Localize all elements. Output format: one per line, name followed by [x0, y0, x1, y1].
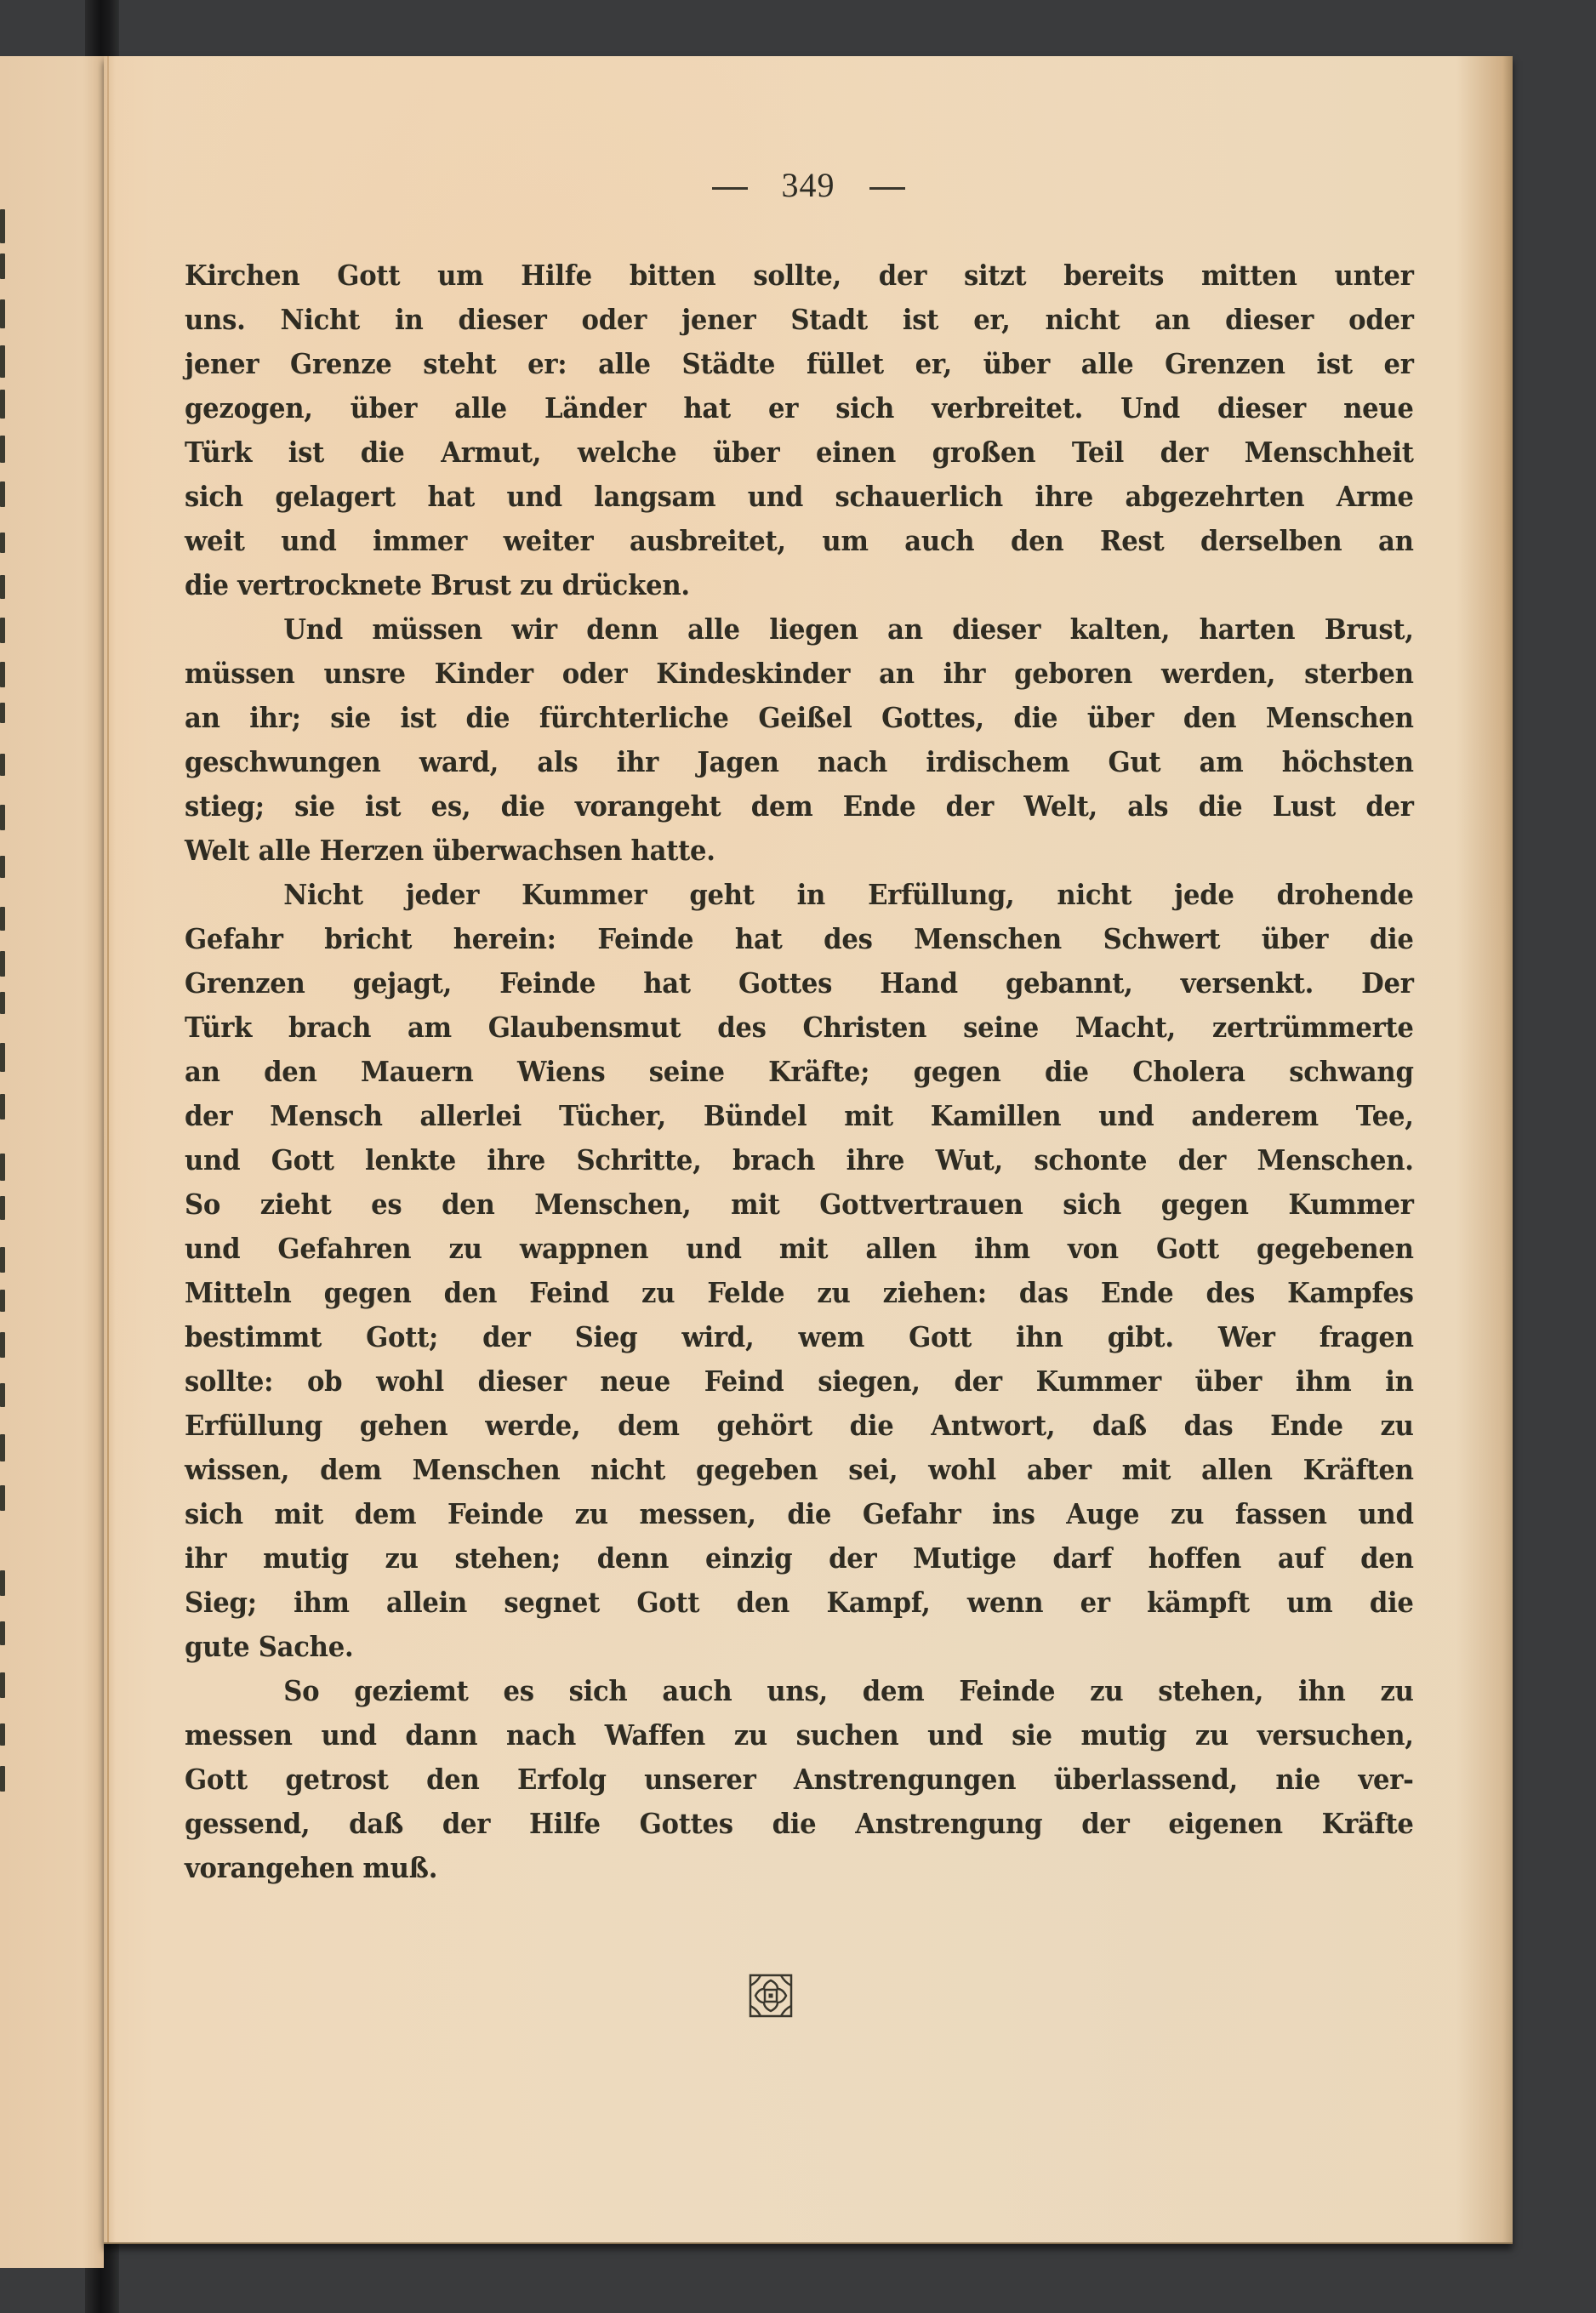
- text-line: vorangehen muß.: [185, 1851, 438, 1884]
- clipped-glyph: [0, 299, 5, 328]
- text-line: Gott getrost den Erfolg unserer Anstrengungen überlassend, nie ver-: [185, 1763, 1414, 1796]
- clipped-glyph: [0, 436, 5, 463]
- clipped-glyph: [0, 1332, 5, 1358]
- clipped-glyph: [0, 1723, 5, 1746]
- text-line: müssen unsre Kinder oder Kindeskinder an ihr geboren werden, sterben: [185, 657, 1414, 690]
- facing-page-clipped-text: [0, 56, 7, 2268]
- header-dash-right: [869, 187, 905, 190]
- text-line: Erfüllung gehen werde, dem gehört die Antwort, daß das Ende zu: [185, 1409, 1414, 1442]
- text-line: Gefahr bricht herein: Feinde hat des Menschen Schwert über die: [185, 922, 1414, 955]
- text-line: weit und immer weiter ausbreitet, um auch den Rest derselben an: [185, 524, 1414, 557]
- clipped-glyph: [0, 1570, 5, 1596]
- clipped-glyph: [0, 1247, 5, 1273]
- body-text: [185, 254, 1414, 1890]
- text-line: an den Mauern Wiens seine Kräfte; gegen die Cholera schwang: [185, 1055, 1414, 1088]
- text-line: und Gefahren zu wappnen und mit allen ihm von Gott gegebenen: [185, 1232, 1414, 1265]
- text-line: Türk brach am Glaubensmut des Christen seine Macht, zertrümmerte: [185, 1011, 1414, 1044]
- text-line: Sieg; ihm allein segnet Gott den Kampf, wenn er kämpft um die: [185, 1586, 1414, 1619]
- clipped-glyph: [0, 1290, 5, 1312]
- text-line: So zieht es den Menschen, mit Gottvertrauen sich gegen Kummer: [185, 1188, 1414, 1221]
- text-line: geschwungen ward, als ihr Jagen nach irdischem Gut am höchsten: [185, 745, 1414, 778]
- text-line: stieg; sie ist es, die vorangeht dem Ende der Welt, als die Lust der: [185, 789, 1414, 823]
- clipped-glyph: [0, 907, 5, 931]
- clipped-glyph: [0, 481, 5, 507]
- clipped-glyph: [0, 345, 5, 378]
- page-header: [104, 165, 1513, 205]
- clipped-glyph: [0, 1621, 5, 1645]
- clipped-glyph: [0, 1196, 5, 1220]
- text-line: ihr mutig zu stehen; denn einzig der Mutige darf hoffen auf den: [185, 1541, 1414, 1575]
- text-line: bestimmt Gott; der Sieg wird, wem Gott ihn gibt. Wer fragen: [185, 1320, 1414, 1353]
- text-line: an ihr; sie ist die fürchterliche Geißel Gottes, die über den Menschen: [185, 701, 1414, 734]
- text-line: uns. Nicht in dieser oder jener Stadt ist er, nicht an dieser oder: [185, 303, 1414, 336]
- text-line: messen und dann nach Waffen zu suchen und sie mutig zu versuchen,: [185, 1718, 1414, 1752]
- text-line: Mitteln gegen den Feind zu Felde zu ziehen: das Ende des Kampfes: [185, 1276, 1414, 1309]
- page-gutter: [107, 56, 109, 2242]
- text-line: sich gelagert hat und langsam und schauerlich ihre abgezehrten Arme: [185, 480, 1414, 513]
- text-line: Kirchen Gott um Hilfe bitten sollte, der sitzt bereits mitten unter: [185, 259, 1414, 292]
- clipped-glyph: [0, 618, 5, 643]
- clipped-glyph: [0, 992, 5, 1014]
- text-line: und Gott lenkte ihre Schritte, brach ihre Wut, schonte der Menschen.: [185, 1143, 1414, 1176]
- text-line: Und müssen wir denn alle liegen an dieser kalten, harten Brust,: [283, 612, 1414, 646]
- clipped-glyph: [0, 533, 5, 553]
- text-line: gute Sache.: [185, 1630, 354, 1663]
- text-line: Grenzen gejagt, Feinde hat Gottes Hand gebannt, versenkt. Der: [185, 966, 1414, 1000]
- clipped-glyph: [0, 1766, 5, 1792]
- book-page: [104, 56, 1513, 2244]
- page-number: 349: [781, 166, 835, 204]
- clipped-glyph: [0, 254, 5, 279]
- clipped-glyph: [0, 1043, 5, 1072]
- clipped-glyph: [0, 1672, 5, 1698]
- text-line: jener Grenze steht er: alle Städte füllet er, über alle Grenzen ist er: [185, 347, 1414, 380]
- clipped-glyph: [0, 1383, 5, 1407]
- text-line: So geziemt es sich auch uns, dem Feinde zu stehen, ihn zu: [283, 1674, 1414, 1707]
- clipped-glyph: [0, 754, 5, 776]
- text-line: wissen, dem Menschen nicht gegeben sei, wohl aber mit allen Kräften: [185, 1453, 1414, 1486]
- clipped-glyph: [0, 856, 5, 878]
- text-line: die vertrocknete Brust zu drücken.: [185, 568, 690, 601]
- clipped-glyph: [0, 209, 5, 243]
- text-line: sollte: ob wohl dieser neue Feind siegen, der Kummer über ihm in: [185, 1364, 1414, 1398]
- text-line: der Mensch allerlei Tücher, Bündel mit Kamillen und anderem Tee,: [185, 1099, 1414, 1132]
- text-line: gessend, daß der Hilfe Gottes die Anstrengung der eigenen Kräfte: [185, 1807, 1414, 1840]
- clipped-glyph: [0, 662, 5, 687]
- clipped-glyph: [0, 1094, 5, 1119]
- text-line: gezogen, über alle Länder hat er sich verbreitet. Und dieser neue: [185, 391, 1414, 424]
- clipped-glyph: [0, 1154, 5, 1181]
- text-line: Welt alle Herzen überwachsen hatte.: [185, 834, 715, 867]
- clipped-glyph: [0, 1434, 5, 1461]
- clipped-glyph: [0, 805, 5, 830]
- clipped-glyph: [0, 951, 5, 977]
- clipped-glyph: [0, 703, 5, 723]
- clipped-glyph: [0, 1485, 5, 1511]
- text-line: sich mit dem Feinde zu messen, die Gefahr ins Auge zu fassen und: [185, 1497, 1414, 1530]
- text-line: Türk ist die Armut, welche über einen großen Teil der Menschheit: [185, 436, 1414, 469]
- square-floral-ornament-icon: [749, 1974, 793, 2018]
- clipped-glyph: [0, 575, 5, 599]
- text-line: Nicht jeder Kummer geht in Erfüllung, nicht jede drohende: [283, 878, 1414, 911]
- facing-page-edge: [0, 56, 104, 2268]
- clipped-glyph: [0, 390, 5, 419]
- header-dash-left: [712, 187, 748, 190]
